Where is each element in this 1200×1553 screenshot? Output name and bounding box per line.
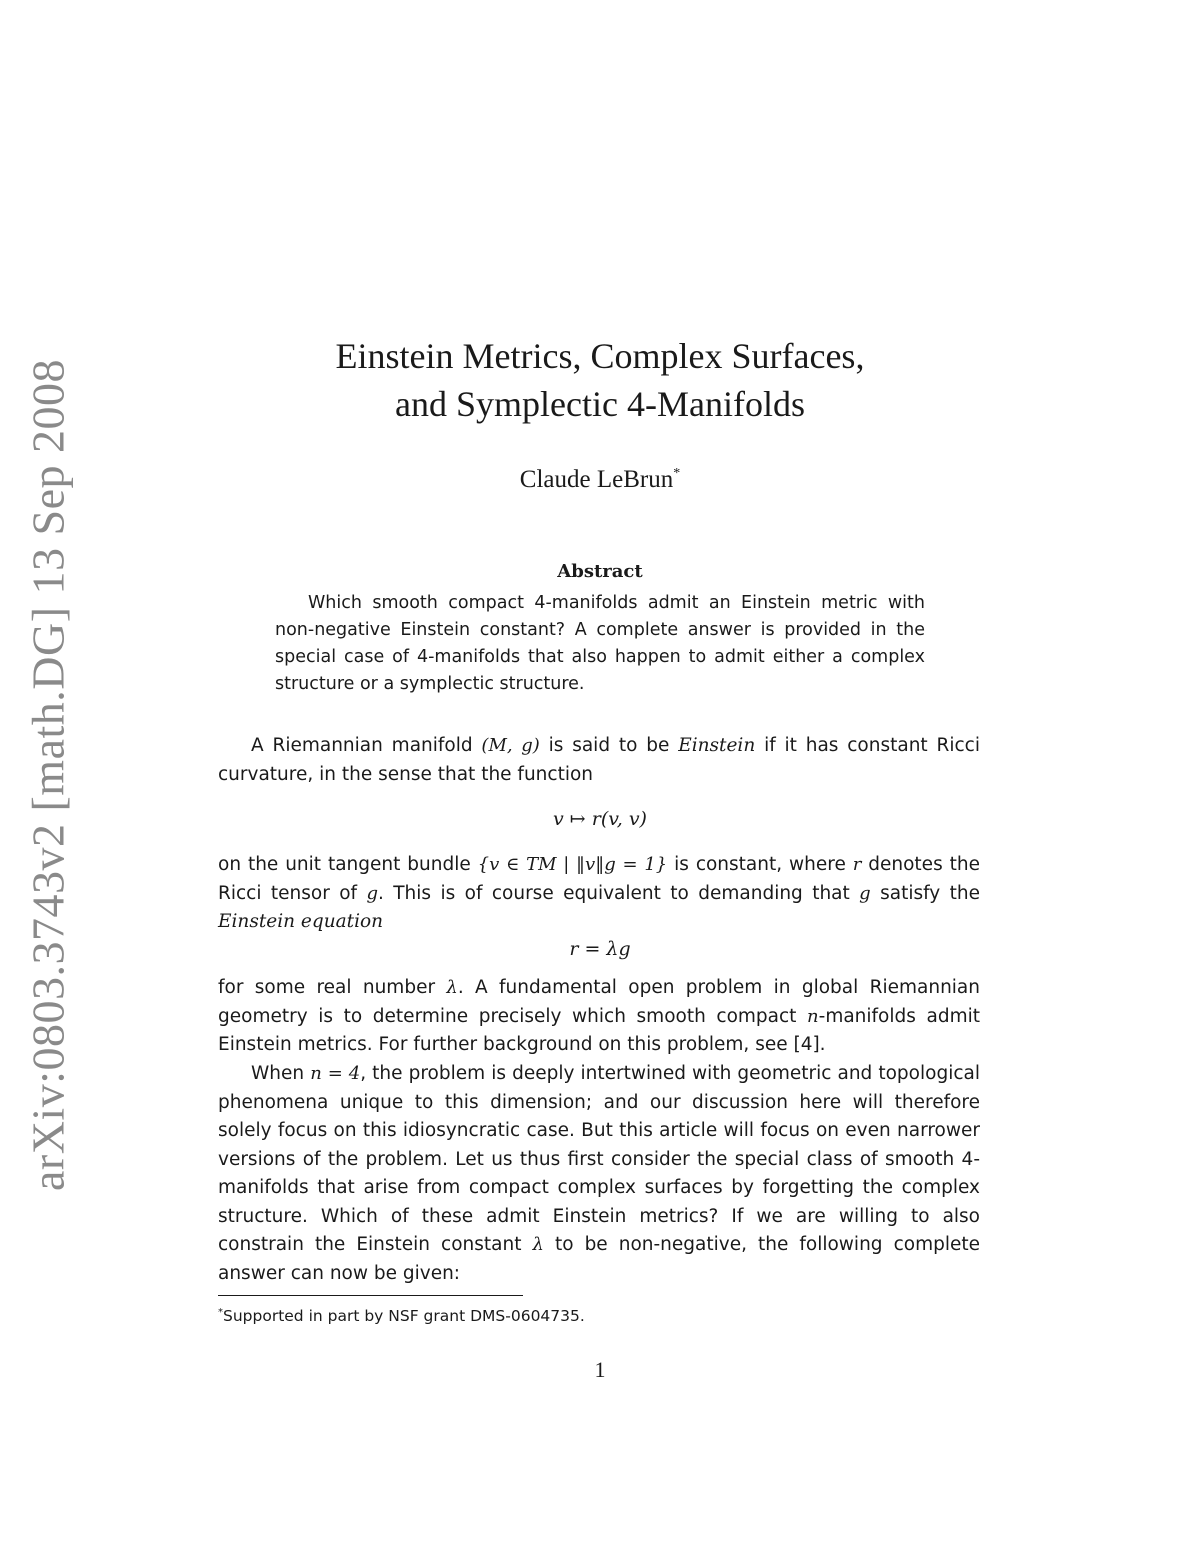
equation-einstein: r = λg <box>569 938 631 960</box>
math-inline: {v ∈ TM | ‖v‖g = 1} <box>477 854 668 875</box>
footnote <box>218 1303 585 1326</box>
math-inline: g <box>859 882 871 904</box>
text-run: -manifolds admit Einstein metrics. For further background on this problem, see [4]. <box>218 1005 980 1055</box>
text-run: satisfy the <box>870 882 981 904</box>
math-inline: n <box>807 1005 819 1027</box>
text-run: to be non-negative, the following complete answer can now be given: <box>218 1234 980 1284</box>
text-run: is constant, where <box>667 854 853 875</box>
page-number: 1 <box>594 1357 606 1382</box>
math-inline: λ <box>532 1234 544 1255</box>
text-run: for some real number <box>218 977 447 998</box>
text-run: is said to be <box>539 735 679 756</box>
paper-title <box>0 332 1200 428</box>
author-name: Claude LeBrun <box>519 466 674 493</box>
paragraph-3 <box>218 974 980 1060</box>
abstract-line-2: non-negative Einstein constant? A complete answer is provided in the <box>275 620 925 640</box>
text-run: A Riemannian manifold <box>251 735 482 756</box>
abstract-body <box>275 590 925 698</box>
text-run: on the unit tangent bundle <box>218 854 478 875</box>
equation-ricci-function: v ↦ r(v, v) <box>553 808 647 830</box>
title-line-2: and Symplectic 4-Manifolds <box>395 384 805 424</box>
text-run: . This is of course equivalent to demanding that <box>377 882 860 904</box>
math-inline: r <box>852 854 862 875</box>
abstract-line-3: special case of 4-manifolds that also happen to admit either a complex <box>275 647 925 667</box>
author-footnote-mark: * <box>673 466 681 481</box>
math-inline: g <box>366 882 378 904</box>
author <box>0 459 1200 495</box>
footnote-rule <box>218 1295 523 1296</box>
text-run: . A fundamental open problem in global Riemannian geometry is to determine precisely which smooth compact <box>218 977 980 1027</box>
arxiv-identifier-stamp: arXiv:0803.3743v2 [math.DG] 13 Sep 2008 <box>22 358 74 1192</box>
abstract-heading: Abstract <box>557 561 643 582</box>
footnote-mark: * <box>218 1307 223 1318</box>
paragraph-2 <box>218 851 980 937</box>
text-run: if it has constant Ricci curvature, in the sense that the function <box>218 735 980 785</box>
abstract-line-4: structure or a symplectic structure. <box>275 674 585 694</box>
text-run: When <box>251 1063 311 1084</box>
emphasis-einstein-equation: Einstein equation <box>218 911 384 932</box>
footnote-text: Supported in part by NSF grant DMS-0604735. <box>223 1307 585 1326</box>
paragraph-4 <box>218 1060 980 1288</box>
math-inline: λ <box>446 977 458 998</box>
math-inline: (M, g) <box>481 735 540 756</box>
text-run: , the problem is deeply intertwined with geometric and topological phenomena unique to this dimension; and our discussion here will therefore solely focus on this idiosyncratic case. But this article will focus on even narrower versions of the problem. Let us thus first consider the special class of smooth 4-manifolds that arise from compact complex surfaces by forgetting the complex structure. Which of these admit Einstein metrics? If we are willing to also constrain the Einstein constant <box>218 1063 980 1255</box>
math-inline: n = 4 <box>310 1063 361 1084</box>
text-run: denotes the Ricci tensor of <box>218 854 980 904</box>
abstract-line-1: Which smooth compact 4-manifolds admit an Einstein metric with <box>308 593 925 613</box>
paragraph-1 <box>218 732 980 789</box>
emphasis-einstein: Einstein <box>678 735 756 756</box>
title-line-1: Einstein Metrics, Complex Surfaces, <box>335 336 865 376</box>
